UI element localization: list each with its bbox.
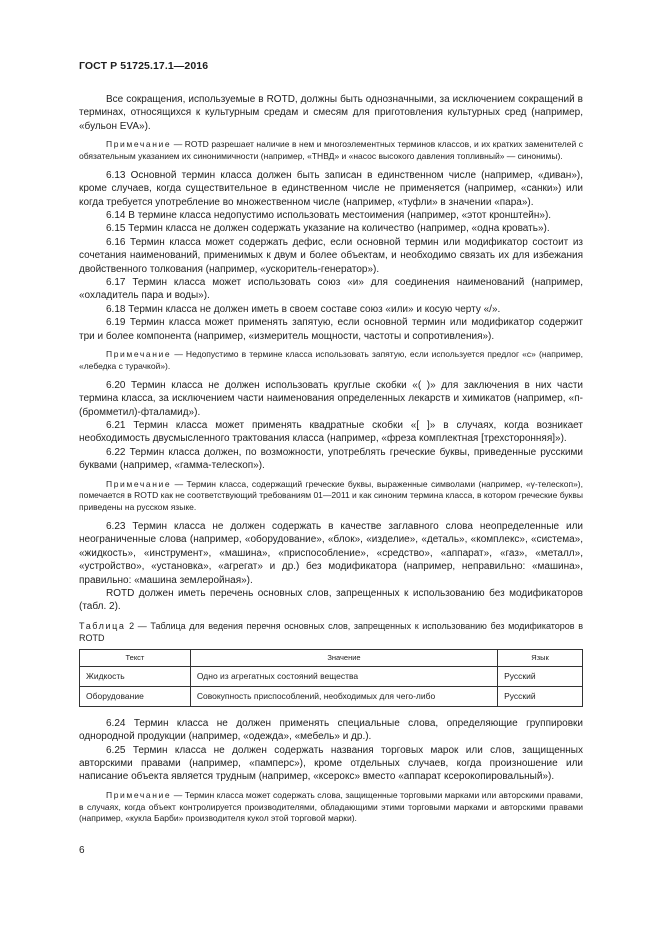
table-cell: Русский: [498, 666, 583, 686]
paragraph-6-19: 6.19 Термин класса может применять запятую, если основной термин или модификатор содержит три и более компонента (например, «измеритель мощности, частоты и сопротивления»).: [79, 317, 583, 342]
table-cell: Оборудование: [80, 686, 191, 706]
paragraph-6-20: 6.20 Термин класса не должен использовать круглые скобки «( )» для заключения в них части термина класса, за исключением части наименования определенных лекарств и химикатов (например, «п-(бромметил)-фталамид»).: [79, 379, 583, 418]
paragraph-6-13: 6.13 Основной термин класса должен быть записан в единственном числе (например, «диван»), кроме случаев, когда существительное в единственном числе не применяется (например, «санки») или когда требуется употребление во множественном числе (например, «туфли» в значении «пара»).: [79, 169, 583, 208]
column-header-meaning: Значение: [190, 649, 497, 666]
document-body: [79, 93, 583, 831]
note-label: Примечание: [106, 349, 172, 360]
note-4: [79, 790, 583, 825]
table-row: [80, 686, 583, 706]
column-header-language: Язык: [498, 649, 583, 666]
table-cell: Одно из агрегатных состояний вещества: [190, 666, 497, 686]
paragraph-6-25: 6.25 Термин класса не должен содержать названия торговых марок или слов, защищенных авторскими правами (например, «памперс»), кроме отдельных случаев, когда произношение или написание объекта является трудным (например, «ксерокс» вместо «аппарат ксерокопировальный»).: [79, 744, 583, 783]
note-text: — Недопустимо в термине класса использовать запятую, если используется предлог «с» (например, «лебедка с турачкой»).: [79, 349, 583, 371]
note-text: — Термин класса, содержащий греческие буквы, выраженные символами (например, «γ-телескоп»), помечается в ROTD как не соответствующий требованиям 01—2011 и как синоним термина класса, в котором греческие буквы приведены на русском языке.: [79, 478, 583, 513]
paragraph-6-22: 6.22 Термин класса должен, по возможности, употреблять греческие буквы, приведенные русскими буквами (например, «гамма-телескоп»).: [79, 446, 583, 472]
table-caption: [79, 620, 583, 644]
table-cell: Совокупность приспособлений, необходимых для чего-либо: [190, 686, 497, 706]
paragraph-6-24: 6.24 Термин класса не должен применять специальные слова, определяющие группировки однородной продукции (например, «одежда», «мебель» и др.).: [79, 717, 583, 743]
note-1: [79, 139, 583, 163]
table-row: [80, 666, 583, 686]
note-label: Примечание: [106, 478, 172, 489]
note-3: [79, 479, 583, 514]
note-2: [79, 349, 583, 373]
paragraph-6-16: 6.16 Термин класса может содержать дефис, если основной термин или модификатор состоит из сочетания наименований, применимых к двум и более объектам, и необходимо связать их для избежания двойственного толкования (например, «ускоритель-генератор»).: [79, 236, 583, 275]
document-header: ГОСТ Р 51725.17.1—2016: [79, 60, 209, 72]
note-label: Примечание: [106, 789, 172, 800]
paragraph-6-21: 6.21 Термин класса может применять квадратные скобки «[ ]» в случаях, когда возникает необходимость двусмысленного трактования класса (например, «фреза комплектная [трехсторонняя]»).: [79, 419, 583, 445]
paragraph-6-23: 6.23 Термин класса не должен содержать в качестве заглавного слова неопределенные или неограниченные слова (например, «оборудование», «блок», «изделие», «деталь», «комплекс», «система», «жидкость», «инструмент», «машина», «приспособление», «средство», «аппарат», «газ», «металл», «устройство», «установка», «агрегат» и др.) без модификатора (например, неправильно: «машина», правильно: «машина землеройная»).: [79, 520, 583, 586]
paragraph-rotd-list: ROTD должен иметь перечень основных слов, запрещенных к использованию без модификаторов (табл. 2).: [79, 587, 583, 613]
paragraph-6-17: 6.17 Термин класса может использовать союз «и» для соединения наименований (например, «охладитель пара и воды»).: [79, 277, 583, 302]
paragraph-6-15: 6.15 Термин класса не должен содержать указание на количество (например, «одна кровать»).: [106, 223, 550, 235]
page-number: 6: [79, 845, 85, 856]
column-header-text: Текст: [80, 649, 191, 666]
note-text: — ROTD разрешает наличие в нем и многоэлементных терминов классов, и их кратких заменителей с обязательным указанием их синонимичности (например, «ТНВД» и «насос высокого давления топливный» — синонимы).: [79, 139, 583, 162]
forbidden-words-table: [79, 649, 583, 707]
paragraph-6-14: 6.14 В термине класса недопустимо использовать местоимения (например, «этот кронштейн»).: [106, 210, 552, 222]
table-caption-label: Таблица: [79, 620, 126, 631]
table-cell: Жидкость: [80, 666, 191, 686]
note-label: Примечание: [106, 139, 172, 150]
table-caption-text: 2 — Таблица для ведения перечня основных слов, запрещенных к использованию без модификаторов в ROTD: [79, 620, 583, 643]
note-text: — Термин класса может содержать слова, защищенные торговыми марками или авторскими правами, в случаях, когда объект контролируется производителями, обладающими этими торговыми марками и авторскими правами (например, «кукла Барби» производителя кукол этой торговой марки).: [79, 789, 583, 824]
paragraph-abbreviations: Все сокращения, используемые в ROTD, должны быть однозначными, за исключением сокращений в терминах, относящихся к культурным средам и смесям для приготовления культурных сред (например, «бульон EVA»).: [79, 94, 583, 132]
table-header-row: [80, 649, 583, 666]
paragraph-6-18: 6.18 Термин класса не должен иметь в своем составе союз «или» и косую черту «/».: [106, 303, 501, 315]
table-cell: Русский: [498, 686, 583, 706]
